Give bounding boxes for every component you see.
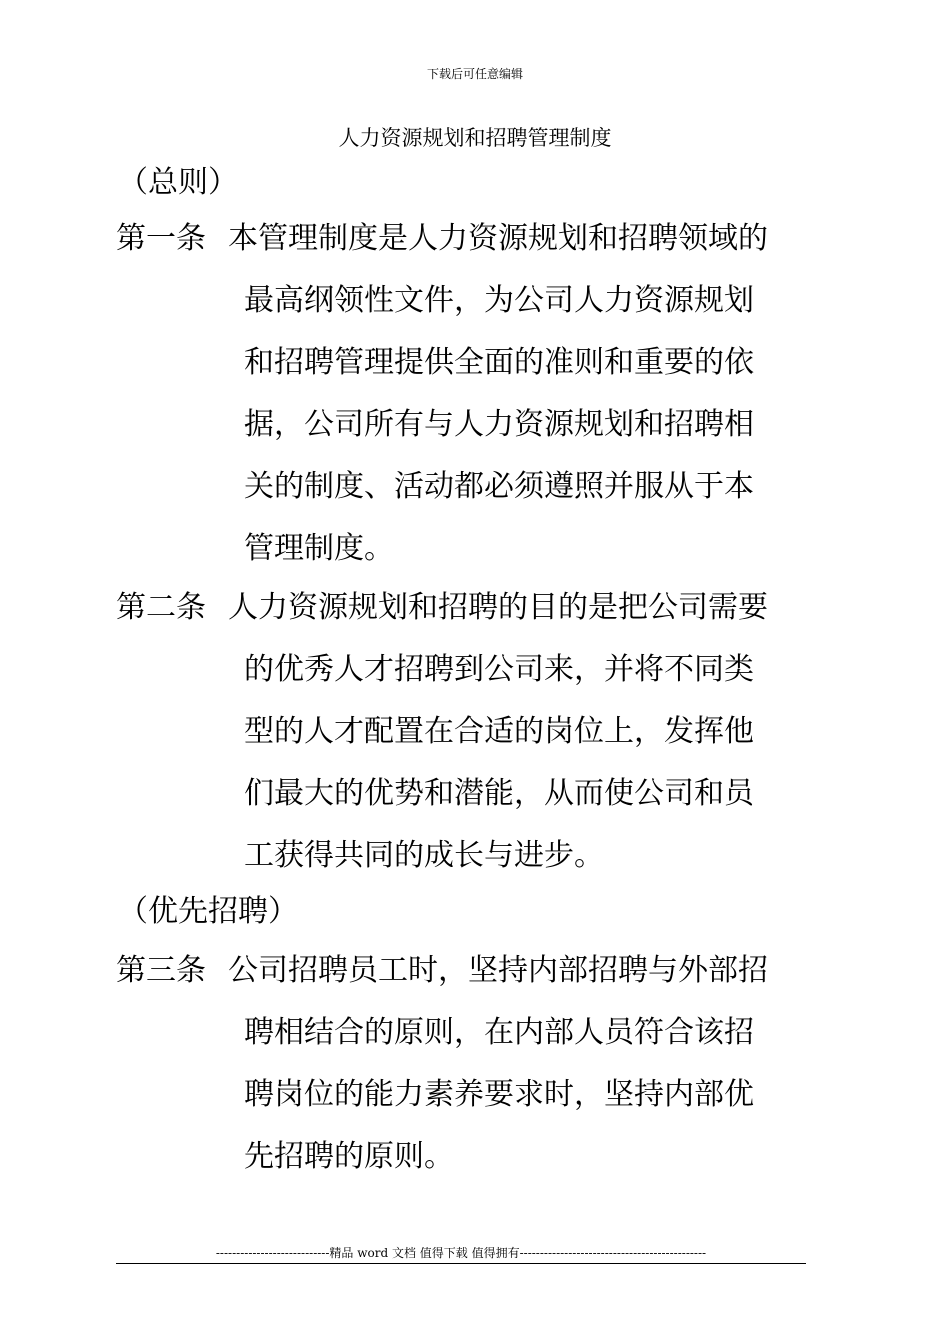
article-2 [116, 577, 816, 887]
document-title: 人力资源规划和招聘管理制度 [338, 126, 612, 150]
article-line: 最高纲领性文件，为公司人力资源规划 [244, 283, 754, 318]
article-line: 人力资源规划和招聘的目的是把公司需要 [228, 590, 768, 625]
article-line: 聘岗位的能力素养要求时，坚持内部优 [244, 1077, 754, 1112]
article-line: 工获得共同的成长与进步。 [244, 838, 604, 873]
article-line: 先招聘的原则。 [244, 1139, 454, 1174]
footer-text: ----------------------------精品 word 文档 值得下载 值得拥有---------------------------------------------- [215, 1246, 707, 1260]
footer-rule [116, 1263, 806, 1264]
article-line: 关的制度、活动都必须遵照并服从于本 [244, 469, 754, 504]
article-line: 聘相结合的原则，在内部人员符合该招 [244, 1015, 754, 1050]
article-3 [116, 940, 816, 1188]
section-heading-priority: （优先招聘） [118, 894, 298, 929]
article-line: 管理制度。 [244, 531, 394, 566]
section-heading-general: （总则） [118, 165, 238, 200]
article-label: 第一条 [116, 221, 206, 256]
article-line: 和招聘管理提供全面的准则和重要的依 [244, 345, 754, 380]
article-label: 第三条 [116, 953, 206, 988]
article-line: 的优秀人才招聘到公司来，并将不同类 [244, 652, 754, 687]
article-line: 据，公司所有与人力资源规划和招聘相 [244, 407, 754, 442]
article-label: 第二条 [116, 590, 206, 625]
header-note: 下载后可任意编辑 [426, 67, 523, 81]
article-1 [116, 208, 816, 580]
article-line: 们最大的优势和潜能，从而使公司和员 [244, 776, 754, 811]
article-line: 型的人才配置在合适的岗位上，发挥他 [244, 714, 754, 749]
article-line: 本管理制度是人力资源规划和招聘领域的 [228, 221, 768, 256]
article-line: 公司招聘员工时，坚持内部招聘与外部招 [228, 953, 768, 988]
